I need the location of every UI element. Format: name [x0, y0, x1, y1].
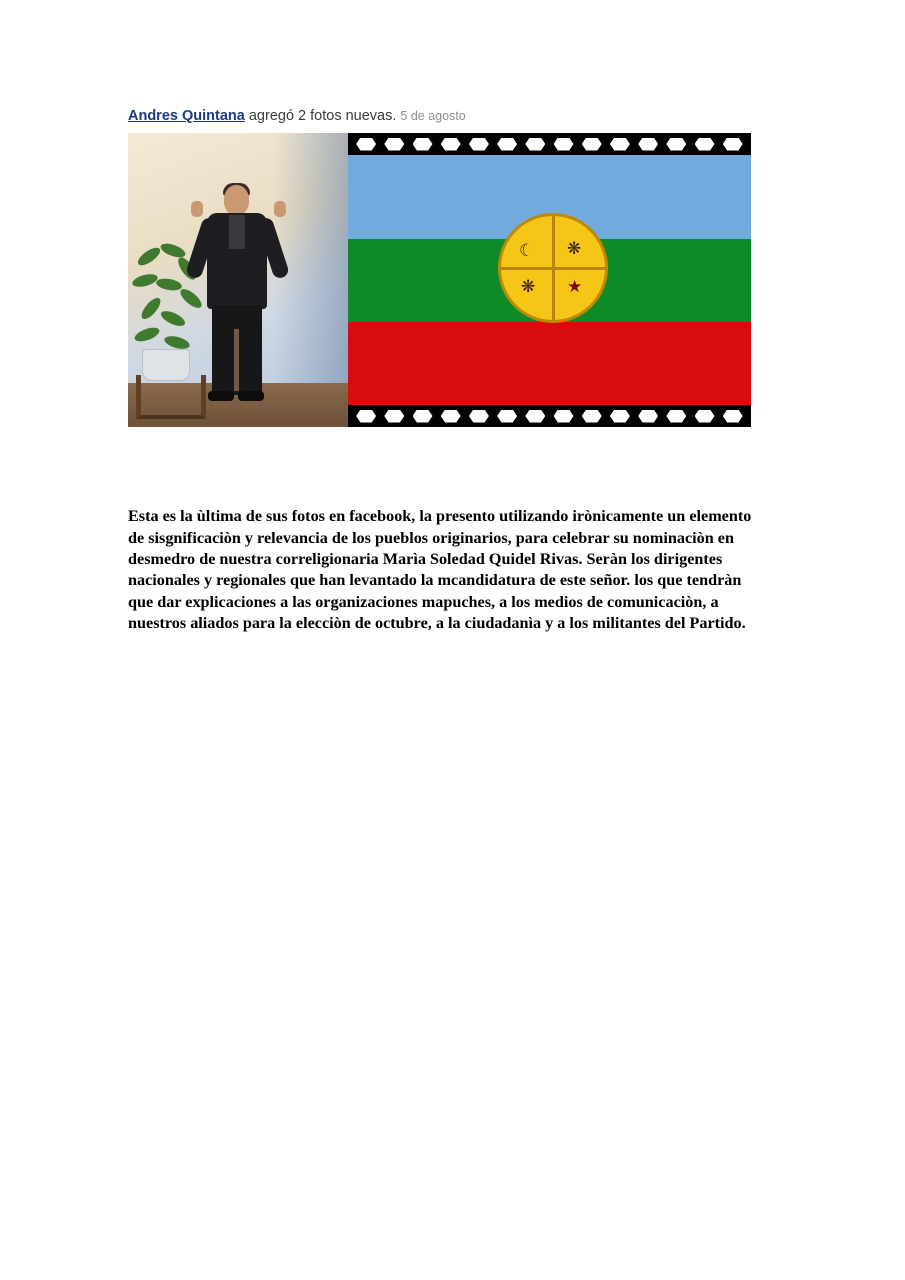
film-perforation: [469, 138, 489, 151]
swastika-spiral-icon: ❋: [567, 239, 582, 258]
film-perforation: [610, 138, 630, 151]
film-perforation: [666, 410, 686, 423]
film-perforation: [554, 410, 574, 423]
film-perforation: [469, 410, 489, 423]
left-shoe: [208, 391, 234, 401]
film-strip-bottom: [348, 405, 751, 427]
film-perforation: [582, 410, 602, 423]
kultrun-icon: [498, 213, 608, 323]
post-author-link[interactable]: Andres Quintana: [128, 108, 245, 124]
film-perforation: [413, 410, 433, 423]
post-action-text: agregó 2 fotos nuevas.: [248, 108, 397, 124]
film-perforation: [695, 138, 715, 151]
film-perforation: [413, 138, 433, 151]
film-perforation: [525, 138, 545, 151]
film-perforation: [497, 410, 517, 423]
photo-man-standing[interactable]: [128, 133, 348, 427]
right-hand: [274, 201, 286, 217]
film-perforation: [666, 138, 686, 151]
film-perforation: [356, 138, 376, 151]
post-header: [128, 107, 768, 125]
film-perforation: [384, 410, 404, 423]
film-perforation: [610, 410, 630, 423]
body-paragraph: Esta es la ùltima de sus fotos en facebook, la presento utilizando irònicamente un elemento de sisgnificaciòn y relevancia de los pueblos originarios, para celebrar su nominaciòn en desmedro de nuestra correligionaria Marìa Soledad Quidel Rivas. Seràn los dirigentes nacionales y regionales que han levantado la mcandidatura de este señor. los que tendràn que dar explicaciones a las organizaciones mapuches, a los medios de comunicaciòn, a nuestros aliados para la elecciòn de octubre, a la ciudadanìa y a los militantes del Partido.: [128, 507, 752, 633]
swastika-spiral-icon-2: ❋: [521, 277, 536, 296]
star-icon: ★: [567, 277, 583, 296]
film-perforation: [723, 410, 743, 423]
film-perforation: [695, 410, 715, 423]
post-date: 5 de agosto: [400, 109, 466, 123]
flag-band-red: [348, 322, 751, 405]
film-perforation: [497, 138, 517, 151]
head: [224, 185, 249, 215]
wooden-stool: [136, 375, 206, 419]
photo-mapuche-flag[interactable]: [348, 133, 751, 427]
film-perforation: [384, 138, 404, 151]
film-perforation: [638, 410, 658, 423]
crescent-moon-icon: ☾: [519, 241, 535, 260]
shirt: [229, 215, 245, 249]
left-hand: [191, 201, 203, 217]
photo-gallery: [128, 133, 751, 427]
film-perforation: [441, 138, 461, 151]
film-perforation: [356, 410, 376, 423]
film-perforation: [723, 138, 743, 151]
film-perforation: [554, 138, 574, 151]
mapuche-flag: [348, 155, 751, 405]
film-perforation: [638, 138, 658, 151]
film-strip-top: [348, 133, 751, 155]
leg-gap: [234, 329, 239, 391]
right-shoe: [238, 391, 264, 401]
film-perforation: [441, 410, 461, 423]
film-perforation: [582, 138, 602, 151]
film-perforation: [525, 410, 545, 423]
